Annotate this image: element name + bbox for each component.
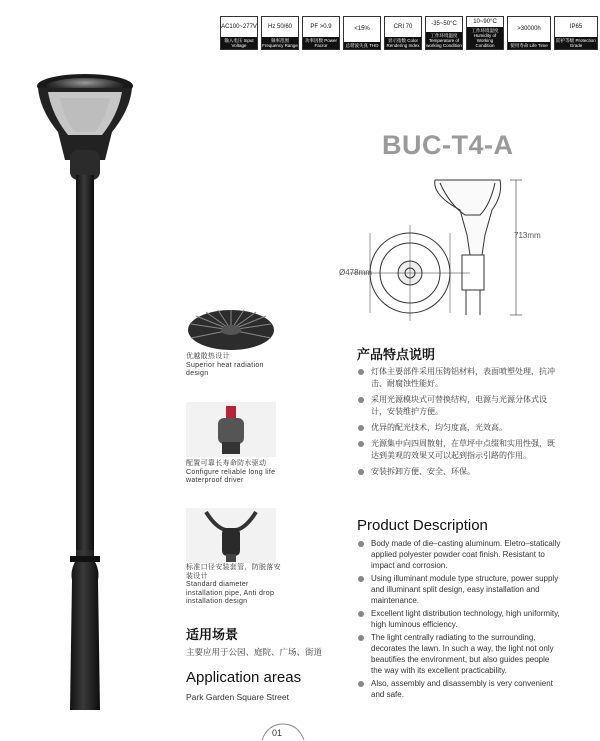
- thumb-caption-2-en: Configure reliable long life waterproof driver: [186, 468, 276, 484]
- spec-value: -35~50°C: [431, 21, 457, 27]
- spec-icon-row: [220, 16, 598, 50]
- feature-cn-item: 采用光源模块式可替换结构，电源与光源分体式设计，安装维护方便。: [357, 394, 562, 418]
- feature-cn-item: 光源集中向四周散射，在草坪中点缀和实用性强，既达到美观的效果又可以起到指示引路的作用。: [357, 438, 562, 462]
- spec-badge: [507, 16, 551, 50]
- spec-badge: [261, 16, 299, 50]
- spec-badge: [554, 16, 598, 50]
- spec-label: 显示指数 Color Rendering Index: [386, 38, 420, 48]
- areas-en-text: Park Garden Square Street: [186, 692, 290, 702]
- spec-label: 防护等级 Protection Grade: [556, 38, 596, 48]
- thumb-caption-1-en: Superior heat radiation design: [186, 361, 264, 377]
- feature-cn-item: 安装拆卸方便、安全、环保。: [357, 466, 562, 478]
- features-en-list: [357, 538, 562, 702]
- diameter-dimension-label: Ø478mm: [339, 268, 372, 277]
- feature-en-item: Also, assembly and disassembly is very convenient and safe.: [357, 678, 562, 700]
- page-number-frame: [258, 722, 308, 741]
- spec-label: 工作环境温度 Temperature of working Condition: [426, 33, 462, 48]
- mounting-pipe-photo: [186, 508, 276, 563]
- thumb-caption-1-cn: 优越散热设计: [186, 353, 230, 360]
- spec-value: >30000h: [517, 26, 541, 32]
- spec-badge: [220, 16, 258, 50]
- spec-label: 功率因数 Power Facror: [304, 38, 337, 48]
- features-cn-title: 产品特点说明: [357, 347, 436, 362]
- spec-badge: [425, 16, 463, 50]
- spec-value: CRI 70: [393, 23, 413, 30]
- spec-label: 总谐波失真 THD: [345, 43, 379, 48]
- spec-label: 使用寿命 Life Time: [508, 42, 550, 49]
- thumb-caption-2-cn: 配置可靠长寿命防水驱动: [186, 460, 267, 467]
- thumb-caption-1: [186, 353, 286, 379]
- spec-badge: [466, 16, 504, 50]
- feature-cn-item: 灯体主要部件采用压铸铝材料，表面喷塑处理，抗冲击、耐腐蚀性能好。: [357, 366, 562, 390]
- driver-module-photo: [186, 402, 276, 457]
- street-lamp-photo: [30, 70, 140, 710]
- thumb-caption-2: [186, 460, 286, 486]
- feature-en-item: Excellent light distribution technology, high uniformity, high luminous efficiency.: [357, 608, 562, 630]
- height-dimension-label: 713mm: [514, 231, 541, 240]
- features-cn-list: [357, 366, 562, 482]
- spec-label: 频率范围 Frequency Range: [262, 38, 298, 48]
- features-en-title: Product Description: [357, 517, 488, 534]
- spec-badge: [302, 16, 340, 50]
- areas-cn-text: 主要应用于公园、庭院、广场、街道: [186, 647, 323, 657]
- feature-en-item: Using illuminant module type structure, power supply and illuminant split design, easy installation and maintenance.: [357, 573, 562, 606]
- areas-cn-title: 适用场景: [186, 627, 239, 642]
- spec-badge: [343, 16, 381, 50]
- feature-cn-item: 优异的配光技术，均匀度高，光效高。: [357, 422, 562, 434]
- spec-label: 输入电压 Input Voltage: [221, 37, 257, 49]
- areas-en-title: Application areas: [186, 669, 302, 686]
- spec-value: <15%: [354, 26, 370, 32]
- dimension-drawing: [340, 175, 560, 325]
- spec-value: PF >0.9: [310, 23, 332, 30]
- spec-value: AC100~277V: [221, 23, 257, 30]
- spec-value: IP65: [569, 23, 583, 30]
- thumb-caption-3-cn: 标准口径安装套管，防脱落安装设计: [186, 564, 281, 580]
- model-title: BUC-T4-A: [382, 130, 514, 160]
- page-number: 01: [272, 728, 283, 738]
- thumb-caption-3: [186, 564, 286, 607]
- spec-value: 10~90°C: [473, 18, 497, 25]
- feature-en-item: Body made of die–casting aluminum. Eletro–statically applied polyester powder coat finish. Resistant to impact and corrosion.: [357, 538, 562, 571]
- heat-sink-photo: [186, 302, 276, 352]
- spec-value: Hz 50/60: [267, 23, 292, 30]
- feature-en-item: The light centrally radiating to the surrounding, decorates the lawn. In such a way, the light not only beautifies the environment, but also guides people the way with its excellent practicability.: [357, 632, 562, 676]
- thumb-caption-3-en: Standard diameter installation pipe, Anti drop installation design: [186, 581, 275, 605]
- spec-label: 工作环境湿度 Humidity of Working Condition: [467, 27, 503, 49]
- spec-badge: [384, 16, 422, 50]
